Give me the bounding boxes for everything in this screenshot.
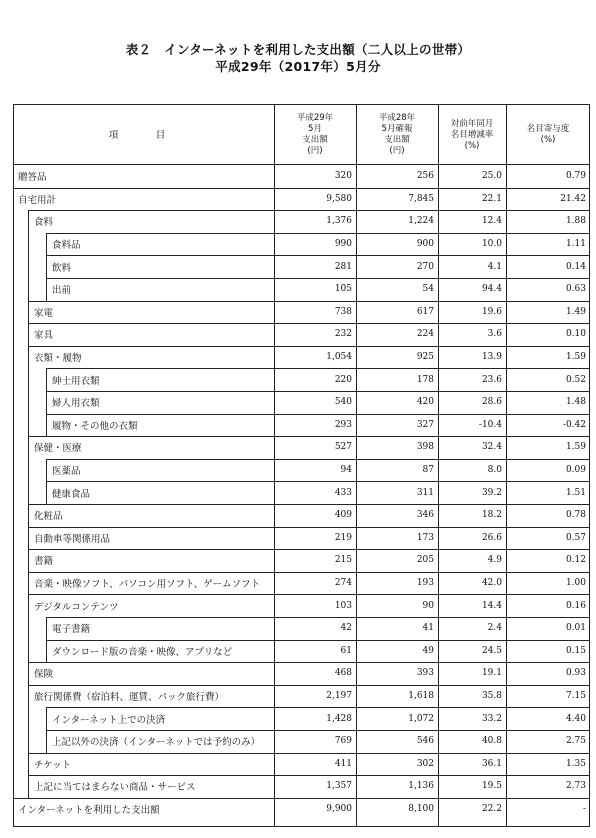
table-row xyxy=(14,459,589,482)
cell-value: 409 xyxy=(334,510,352,521)
row-label: 食料 xyxy=(34,217,54,229)
cell-value: 8.0 xyxy=(487,465,502,476)
table-row xyxy=(14,346,589,369)
row-label: 自動車等関係用品 xyxy=(34,533,111,545)
row-label: 旅行関係費（宿泊料、運賃、パック旅行費） xyxy=(34,692,225,704)
header-line: 対前年同月 xyxy=(450,118,494,129)
table-row xyxy=(14,617,589,640)
cell-value: 49 xyxy=(422,645,434,656)
cell-value: 18.2 xyxy=(481,510,502,521)
cell-value: 173 xyxy=(416,532,434,543)
row-label: 贈答品 xyxy=(18,172,47,184)
table-row xyxy=(14,707,589,730)
cell-value: 393 xyxy=(416,668,434,679)
indent-guide xyxy=(46,459,47,504)
row-label: 家電 xyxy=(34,307,54,319)
cell-value: 1,376 xyxy=(326,216,352,227)
indent-guide xyxy=(28,210,29,798)
row-label: 保健・医療 xyxy=(34,443,82,455)
row-label: 飲料 xyxy=(52,262,72,274)
table-header xyxy=(14,105,589,165)
table-row xyxy=(14,527,589,550)
cell-value: 1,618 xyxy=(408,691,434,702)
cell-value: 13.9 xyxy=(481,352,502,363)
table-row xyxy=(14,436,589,459)
cell-value: 19.5 xyxy=(481,781,502,792)
cell-value: 527 xyxy=(334,442,352,453)
cell-value: 346 xyxy=(416,510,434,521)
cell-value: 1.11 xyxy=(565,239,586,250)
cell-value: 0.52 xyxy=(565,374,586,385)
cell-value: 0.15 xyxy=(565,645,586,656)
cell-value: 39.2 xyxy=(481,487,502,498)
row-label: 家具 xyxy=(34,330,54,342)
header-item: 項 目 xyxy=(108,129,180,141)
cell-value: 9,580 xyxy=(326,193,352,204)
cell-value: 1,072 xyxy=(408,713,434,724)
cell-value: 87 xyxy=(422,465,434,476)
row-label: 音楽・映像ソフト、パソコン用ソフト、ゲームソフト xyxy=(34,579,261,591)
cell-value: 2,197 xyxy=(326,691,352,702)
cell-value: 22.1 xyxy=(481,193,502,204)
cell-value: 311 xyxy=(416,487,434,498)
row-label: 上記に当てはまらない商品・サービス xyxy=(34,782,196,794)
cell-value: 36.1 xyxy=(481,758,502,769)
row-label: 紳士用衣類 xyxy=(52,375,100,387)
cell-value: 0.10 xyxy=(565,329,586,340)
cell-value: 90 xyxy=(422,600,434,611)
cell-value: 1.49 xyxy=(565,306,586,317)
table-row xyxy=(14,481,589,504)
table-row xyxy=(14,278,589,301)
row-label: 衣類・履物 xyxy=(34,353,82,365)
cell-value: 1,136 xyxy=(408,781,434,792)
cell-value: 0.93 xyxy=(565,668,586,679)
indent-guide xyxy=(46,368,47,436)
indent-guide xyxy=(46,233,47,301)
cell-value: 0.57 xyxy=(565,532,586,543)
cell-value: 738 xyxy=(334,306,352,317)
cell-value: 12.4 xyxy=(481,216,502,227)
table-row xyxy=(14,798,589,821)
table-row xyxy=(14,594,589,617)
table-row xyxy=(14,188,589,211)
table-row xyxy=(14,730,589,753)
cell-value: 23.6 xyxy=(481,374,502,385)
row-label: 保険 xyxy=(34,669,54,681)
cell-value: 1.35 xyxy=(565,758,586,769)
cell-value: 10.0 xyxy=(481,239,502,250)
cell-value: 1.00 xyxy=(565,578,586,589)
header-contribution xyxy=(506,105,590,165)
table-row xyxy=(14,233,589,256)
row-label: インターネットを利用した支出額 xyxy=(18,805,160,817)
cell-value: 1.59 xyxy=(565,442,586,453)
cell-value: 4.40 xyxy=(565,713,586,724)
cell-value: 94.4 xyxy=(481,284,502,295)
indent-guide xyxy=(46,707,47,752)
cell-value: 0.14 xyxy=(565,261,586,272)
table-row xyxy=(14,640,589,663)
cell-value: 1.88 xyxy=(565,216,586,227)
header-line: 平成28年 xyxy=(378,113,416,123)
cell-value: 35.8 xyxy=(481,691,502,702)
row-label: 健康食品 xyxy=(52,488,91,500)
header-line: 支出額 xyxy=(302,135,328,145)
cell-value: 1.48 xyxy=(565,397,586,408)
cell-value: 4.9 xyxy=(487,555,502,566)
cell-value: 178 xyxy=(416,374,434,385)
row-label: 自宅用計 xyxy=(18,194,57,206)
cell-value: 21.42 xyxy=(560,193,586,204)
cell-value: 224 xyxy=(416,329,434,340)
row-label: 履物・その他の衣類 xyxy=(52,420,138,432)
cell-value: 274 xyxy=(334,578,352,589)
table-row xyxy=(14,323,589,346)
header-line: (円) xyxy=(307,146,323,156)
cell-value: 19.1 xyxy=(481,668,502,679)
cell-value: 26.6 xyxy=(481,532,502,543)
cell-value: 1,428 xyxy=(326,713,352,724)
expenditure-table xyxy=(13,104,590,827)
cell-value: 28.6 xyxy=(481,397,502,408)
cell-value: 0.09 xyxy=(565,465,586,476)
cell-value: 293 xyxy=(334,419,352,430)
cell-value: 0.78 xyxy=(565,510,586,521)
cell-value: 0.12 xyxy=(565,555,586,566)
cell-value: 540 xyxy=(334,397,352,408)
cell-value: 19.6 xyxy=(481,306,502,317)
table-row xyxy=(14,255,589,278)
row-label: 上記以外の決済（インターネットでは予約のみ） xyxy=(52,737,261,749)
cell-value: 42.0 xyxy=(481,578,502,589)
cell-value: 7,845 xyxy=(408,193,434,204)
table-row xyxy=(14,301,589,324)
table-row xyxy=(14,572,589,595)
header-line: 5月 xyxy=(308,124,322,134)
row-label: チケット xyxy=(34,759,72,771)
cell-value: 256 xyxy=(416,171,434,182)
cell-value: 302 xyxy=(416,758,434,769)
cell-value: 33.2 xyxy=(481,713,502,724)
cell-value: -10.4 xyxy=(478,419,502,430)
cell-value: 54 xyxy=(422,284,434,295)
cell-value: 270 xyxy=(416,261,434,272)
cell-value: 8,100 xyxy=(408,804,434,815)
header-line: (円) xyxy=(389,146,405,156)
cell-value: 14.4 xyxy=(481,600,502,611)
cell-value: 3.6 xyxy=(487,329,502,340)
cell-value: 900 xyxy=(416,239,434,250)
row-label: 化粧品 xyxy=(34,511,63,523)
header-line: (%) xyxy=(464,140,480,151)
header-line: 名目増減率 xyxy=(450,129,494,140)
cell-value: 398 xyxy=(416,442,434,453)
cell-value: 2.4 xyxy=(487,623,502,634)
table-row xyxy=(14,391,589,414)
header-2017-may xyxy=(274,105,356,165)
row-label: 医薬品 xyxy=(52,466,81,478)
cell-value: 4.1 xyxy=(487,261,502,272)
cell-value: 220 xyxy=(334,374,352,385)
cell-value: 0.01 xyxy=(565,623,586,634)
table-title: 表２ インターネットを利用した支出額（二人以上の世帯） xyxy=(125,42,471,57)
cell-value: 0.16 xyxy=(565,600,586,611)
cell-value: 433 xyxy=(334,487,352,498)
table-row xyxy=(14,504,589,527)
cell-value: 990 xyxy=(334,239,352,250)
cell-value: -0.42 xyxy=(562,419,586,430)
cell-value: 411 xyxy=(334,758,352,769)
cell-value: 1,357 xyxy=(326,781,352,792)
row-label: 食料品 xyxy=(52,240,81,252)
table-row xyxy=(14,414,589,437)
cell-value: 9,900 xyxy=(326,804,352,815)
cell-value: 215 xyxy=(334,555,352,566)
header-line: (%) xyxy=(540,135,556,145)
row-label: 電子書籍 xyxy=(52,624,91,636)
cell-value: 0.79 xyxy=(565,171,586,182)
header-line: 名目寄与度 xyxy=(526,124,570,134)
row-label: 婦人用衣類 xyxy=(52,398,100,410)
cell-value: 219 xyxy=(334,532,352,543)
table-row xyxy=(14,775,589,798)
cell-value: 232 xyxy=(334,329,352,340)
cell-value: 1,054 xyxy=(326,352,352,363)
table-row xyxy=(14,685,589,708)
indent-guide xyxy=(46,617,47,662)
cell-value: 2.75 xyxy=(565,736,586,747)
table-subtitle: 平成29年（2017年）5月分 xyxy=(215,59,381,74)
table-row xyxy=(14,753,589,776)
table-row xyxy=(14,662,589,685)
cell-value: 320 xyxy=(334,171,352,182)
cell-value: 41 xyxy=(422,623,434,634)
cell-value: 32.4 xyxy=(481,442,502,453)
cell-value: 40.8 xyxy=(481,736,502,747)
row-label: ダウンロード版の音楽・映像、アプリなど xyxy=(52,646,233,658)
cell-value: 25.0 xyxy=(481,171,502,182)
row-label: インターネット上での決済 xyxy=(52,714,166,726)
cell-value: 0.63 xyxy=(565,284,586,295)
cell-value: 61 xyxy=(340,645,352,656)
cell-value: 22.2 xyxy=(481,804,502,815)
row-label: デジタルコンテンツ xyxy=(34,601,119,613)
header-line: 支出額 xyxy=(384,135,410,145)
cell-value: 7.15 xyxy=(565,691,586,702)
cell-value: 281 xyxy=(334,261,352,272)
row-label: 書籍 xyxy=(34,556,54,568)
table-row xyxy=(14,210,589,233)
cell-value: 468 xyxy=(334,668,352,679)
table-row xyxy=(14,368,589,391)
cell-value: 617 xyxy=(416,306,434,317)
row-label: 出前 xyxy=(52,285,72,297)
cell-value: 769 xyxy=(334,736,352,747)
cell-value: 327 xyxy=(416,419,434,430)
cell-value: 94 xyxy=(340,465,352,476)
cell-value: 105 xyxy=(334,284,352,295)
cell-value: 103 xyxy=(334,600,352,611)
header-line: 5月確報 xyxy=(381,124,413,134)
cell-value: 205 xyxy=(416,555,434,566)
cell-value: 925 xyxy=(416,352,434,363)
table-row xyxy=(14,549,589,572)
header-line: 平成29年 xyxy=(296,113,334,123)
header-2016-may xyxy=(356,105,438,165)
header-yoy-change xyxy=(438,105,506,165)
cell-value: 1.59 xyxy=(565,352,586,363)
cell-value: 24.5 xyxy=(481,645,502,656)
cell-value: 420 xyxy=(416,397,434,408)
cell-value: 1,224 xyxy=(408,216,434,227)
cell-value: 546 xyxy=(416,736,434,747)
cell-value: 1.51 xyxy=(565,487,586,498)
table-row xyxy=(14,165,589,188)
cell-value: - xyxy=(582,804,586,815)
cell-value: 193 xyxy=(416,578,434,589)
cell-value: 42 xyxy=(340,623,352,634)
cell-value: 2.73 xyxy=(565,781,586,792)
